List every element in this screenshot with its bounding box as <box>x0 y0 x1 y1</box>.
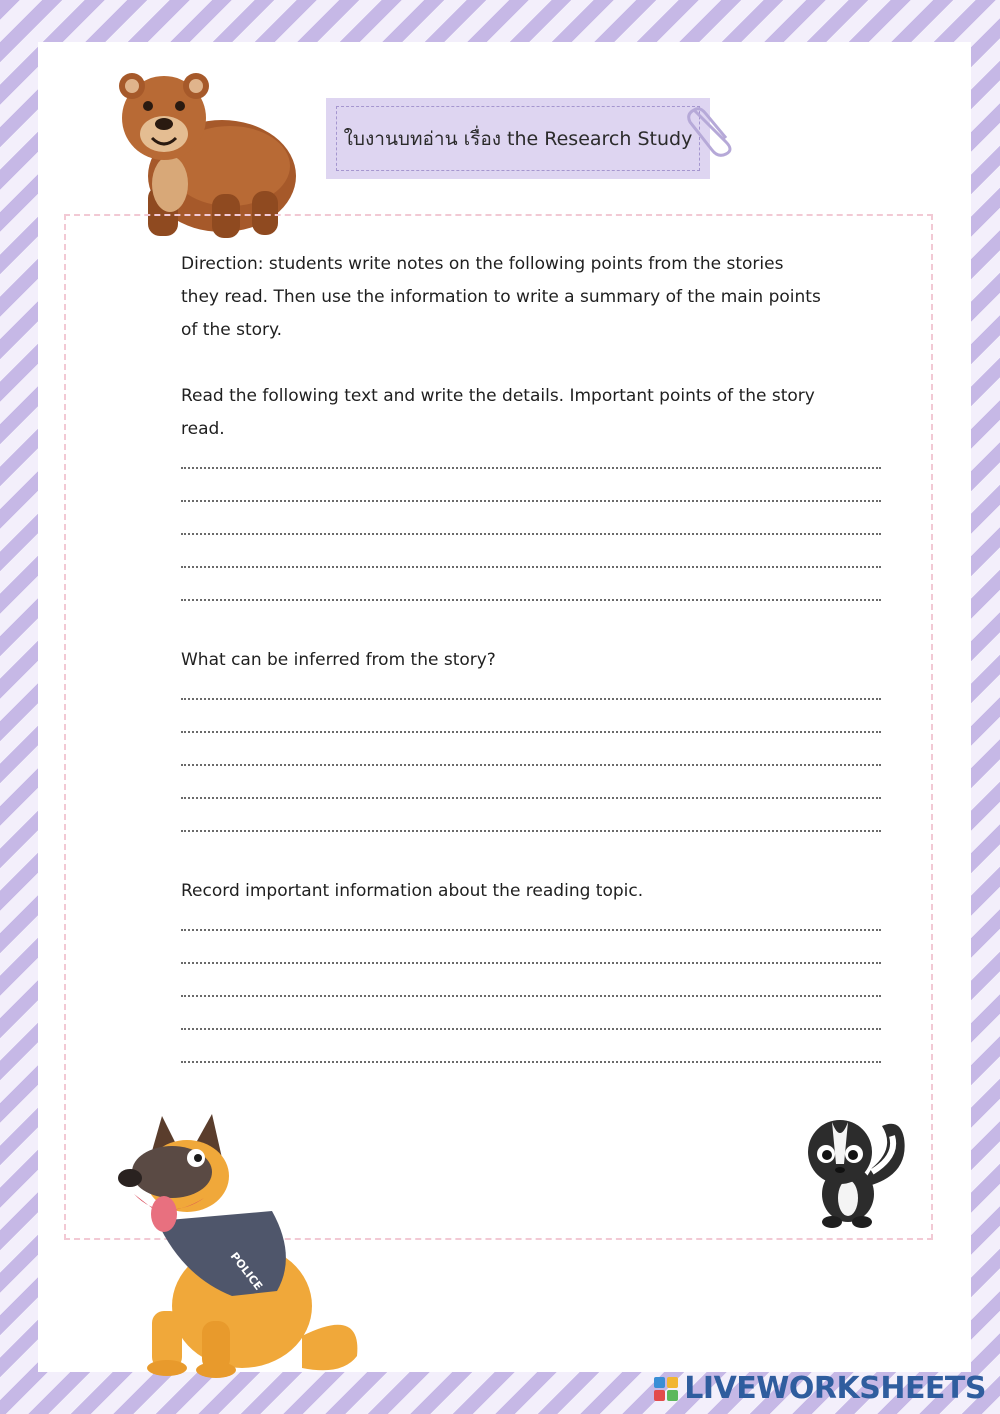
section-2-prompt: What can be inferred from the story? <box>181 650 496 670</box>
section-1-prompt-line-2: read. <box>181 419 225 439</box>
police-dog-illustration <box>112 1106 374 1378</box>
section-details <box>181 380 881 611</box>
answer-line[interactable] <box>181 743 881 776</box>
answer-line[interactable] <box>181 545 881 578</box>
answer-line[interactable] <box>181 512 881 545</box>
police-vest-text: POLICE <box>227 1249 266 1293</box>
answer-line[interactable] <box>181 974 881 1007</box>
section-inference <box>181 644 881 842</box>
answer-line[interactable] <box>181 578 881 611</box>
direction-line-2: they read. Then use the information to write a summary of the main points <box>181 287 821 307</box>
answer-line[interactable] <box>181 446 881 479</box>
worksheet-content <box>181 248 881 1073</box>
answer-line[interactable] <box>181 941 881 974</box>
answer-line[interactable] <box>181 1040 881 1073</box>
answer-line[interactable] <box>181 809 881 842</box>
answer-line[interactable] <box>181 479 881 512</box>
answer-line[interactable] <box>181 776 881 809</box>
answer-line[interactable] <box>181 908 881 941</box>
brand-name: LIVEWORKSHEETS <box>684 1371 986 1406</box>
title-border <box>336 106 700 171</box>
section-record <box>181 875 881 1073</box>
section-1-prompt-line-1: Read the following text and write the details. Important points of the story <box>181 386 815 406</box>
liveworksheets-logo-icon <box>654 1377 678 1401</box>
answer-line[interactable] <box>181 710 881 743</box>
liveworksheets-brand[interactable] <box>654 1371 986 1406</box>
answer-line[interactable] <box>181 677 881 710</box>
section-3-prompt: Record important information about the reading topic. <box>181 881 644 901</box>
skunk-illustration <box>800 1108 912 1230</box>
paperclip-icon <box>682 98 742 158</box>
answer-line[interactable] <box>181 1007 881 1040</box>
title-card <box>326 98 710 179</box>
direction-line-3: of the story. <box>181 320 283 340</box>
direction-line-1: Direction: students write notes on the following points from the stories <box>181 254 784 274</box>
worksheet-title: ใบงานบทอ่าน เรื่อง the Research Study <box>343 127 693 150</box>
